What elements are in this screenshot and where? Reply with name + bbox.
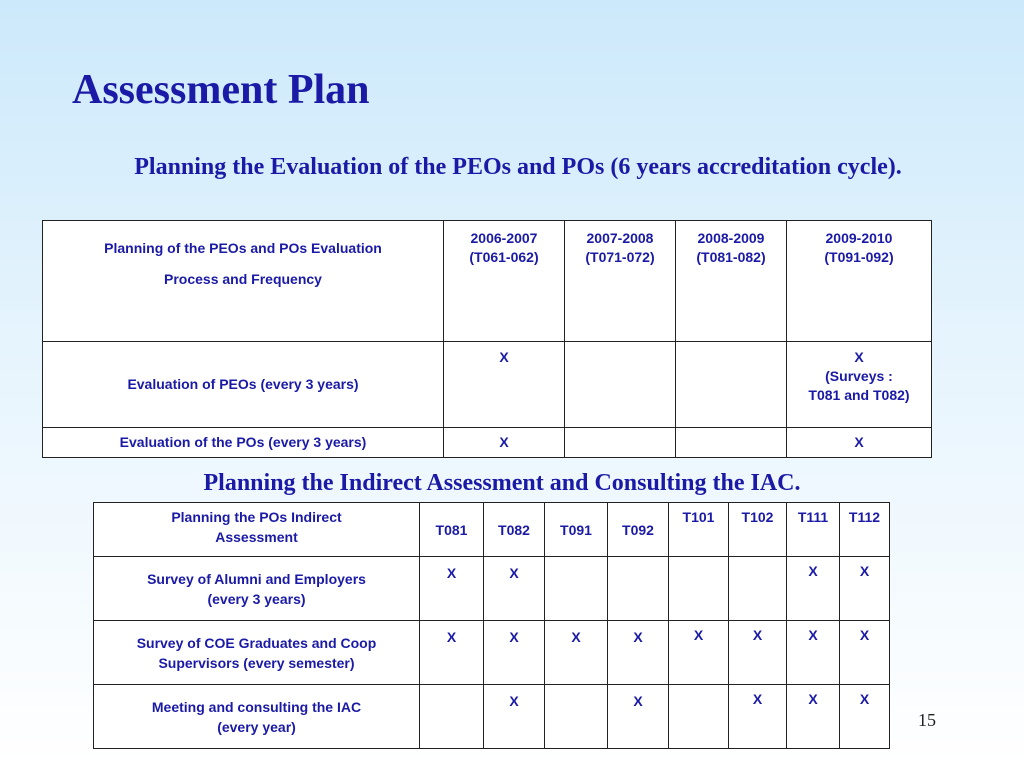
table2-header-row <box>94 503 890 557</box>
table1-cell: X <box>444 342 565 428</box>
subtitle-indirect-assessment: Planning the Indirect Assessment and Consulting the IAC. <box>203 470 801 496</box>
table2-cell <box>545 557 608 621</box>
subtitle-evaluation-plan: Planning the Evaluation of the PEOs and POs (6 years accreditation cycle). <box>134 154 902 180</box>
table2-cell: X <box>608 685 669 749</box>
table1-header-col-2009: 2009-2010 (T091-092) <box>787 221 932 342</box>
table1-row-po <box>43 428 932 458</box>
slide-title: Assessment Plan <box>72 67 370 113</box>
table1-cell: X <box>787 428 932 458</box>
table2-row-label: Survey of Alumni and Employers (every 3 years) <box>94 557 420 621</box>
table1-header-lead <box>43 221 444 342</box>
table2-cell: X <box>729 685 787 749</box>
table1-header-lead-line2: Process and Frequency <box>164 271 322 287</box>
indirect-assessment-table <box>93 502 890 749</box>
table2-cell: X <box>787 685 840 749</box>
peo-po-evaluation-table <box>42 220 932 458</box>
table2-header-col: T111 <box>787 503 840 557</box>
table1-cell-surveys: X (Surveys : T081 and T082) <box>787 342 932 428</box>
table2-cell: X <box>787 621 840 685</box>
table2-cell: X <box>484 621 545 685</box>
table1-cell <box>565 342 676 428</box>
table2-header-lead: Planning the POs Indirect Assessment <box>94 503 420 557</box>
table1-header-col-2007: 2007-2008 (T071-072) <box>565 221 676 342</box>
table2-row-graduates-survey <box>94 621 890 685</box>
table2-cell: X <box>840 557 890 621</box>
table2-cell: X <box>420 557 484 621</box>
table2-header-col: T101 <box>669 503 729 557</box>
table2-cell <box>669 557 729 621</box>
table2-header-col: T082 <box>484 503 545 557</box>
table2-cell: X <box>787 557 840 621</box>
table2-cell: X <box>840 685 890 749</box>
table2-cell <box>669 685 729 749</box>
table1-cell <box>676 342 787 428</box>
table2-cell: X <box>545 621 608 685</box>
table2-cell <box>420 685 484 749</box>
table2-row-label: Meeting and consulting the IAC (every year) <box>94 685 420 749</box>
table2-header-col: T091 <box>545 503 608 557</box>
table1-cell <box>565 428 676 458</box>
table2-cell: X <box>608 621 669 685</box>
table2-cell: X <box>840 621 890 685</box>
table2-cell: X <box>484 685 545 749</box>
table2-row-alumni-survey <box>94 557 890 621</box>
table2-header-col: T102 <box>729 503 787 557</box>
page-number: 15 <box>918 710 936 730</box>
table1-row-peo <box>43 342 932 428</box>
table2-row-iac-meeting <box>94 685 890 749</box>
table2-cell <box>545 685 608 749</box>
table1-header-row <box>43 221 932 342</box>
table2-header-col: T092 <box>608 503 669 557</box>
table2-cell: X <box>669 621 729 685</box>
table2-cell: X <box>729 621 787 685</box>
table1-row-label: Evaluation of the POs (every 3 years) <box>43 428 444 458</box>
table1-header-col-2006: 2006-2007 (T061-062) <box>444 221 565 342</box>
table2-row-label: Survey of COE Graduates and Coop Supervisors (every semester) <box>94 621 420 685</box>
table1-cell: X <box>444 428 565 458</box>
table2-header-col: T081 <box>420 503 484 557</box>
table1-header-col-2008: 2008-2009 (T081-082) <box>676 221 787 342</box>
table1-cell <box>676 428 787 458</box>
table1-row-label: Evaluation of PEOs (every 3 years) <box>43 342 444 428</box>
table2-cell <box>729 557 787 621</box>
table2-cell: X <box>484 557 545 621</box>
table2-cell <box>608 557 669 621</box>
table2-cell: X <box>420 621 484 685</box>
table2-header-col: T112 <box>840 503 890 557</box>
table1-header-lead-line1: Planning of the PEOs and POs Evaluation <box>104 240 382 256</box>
